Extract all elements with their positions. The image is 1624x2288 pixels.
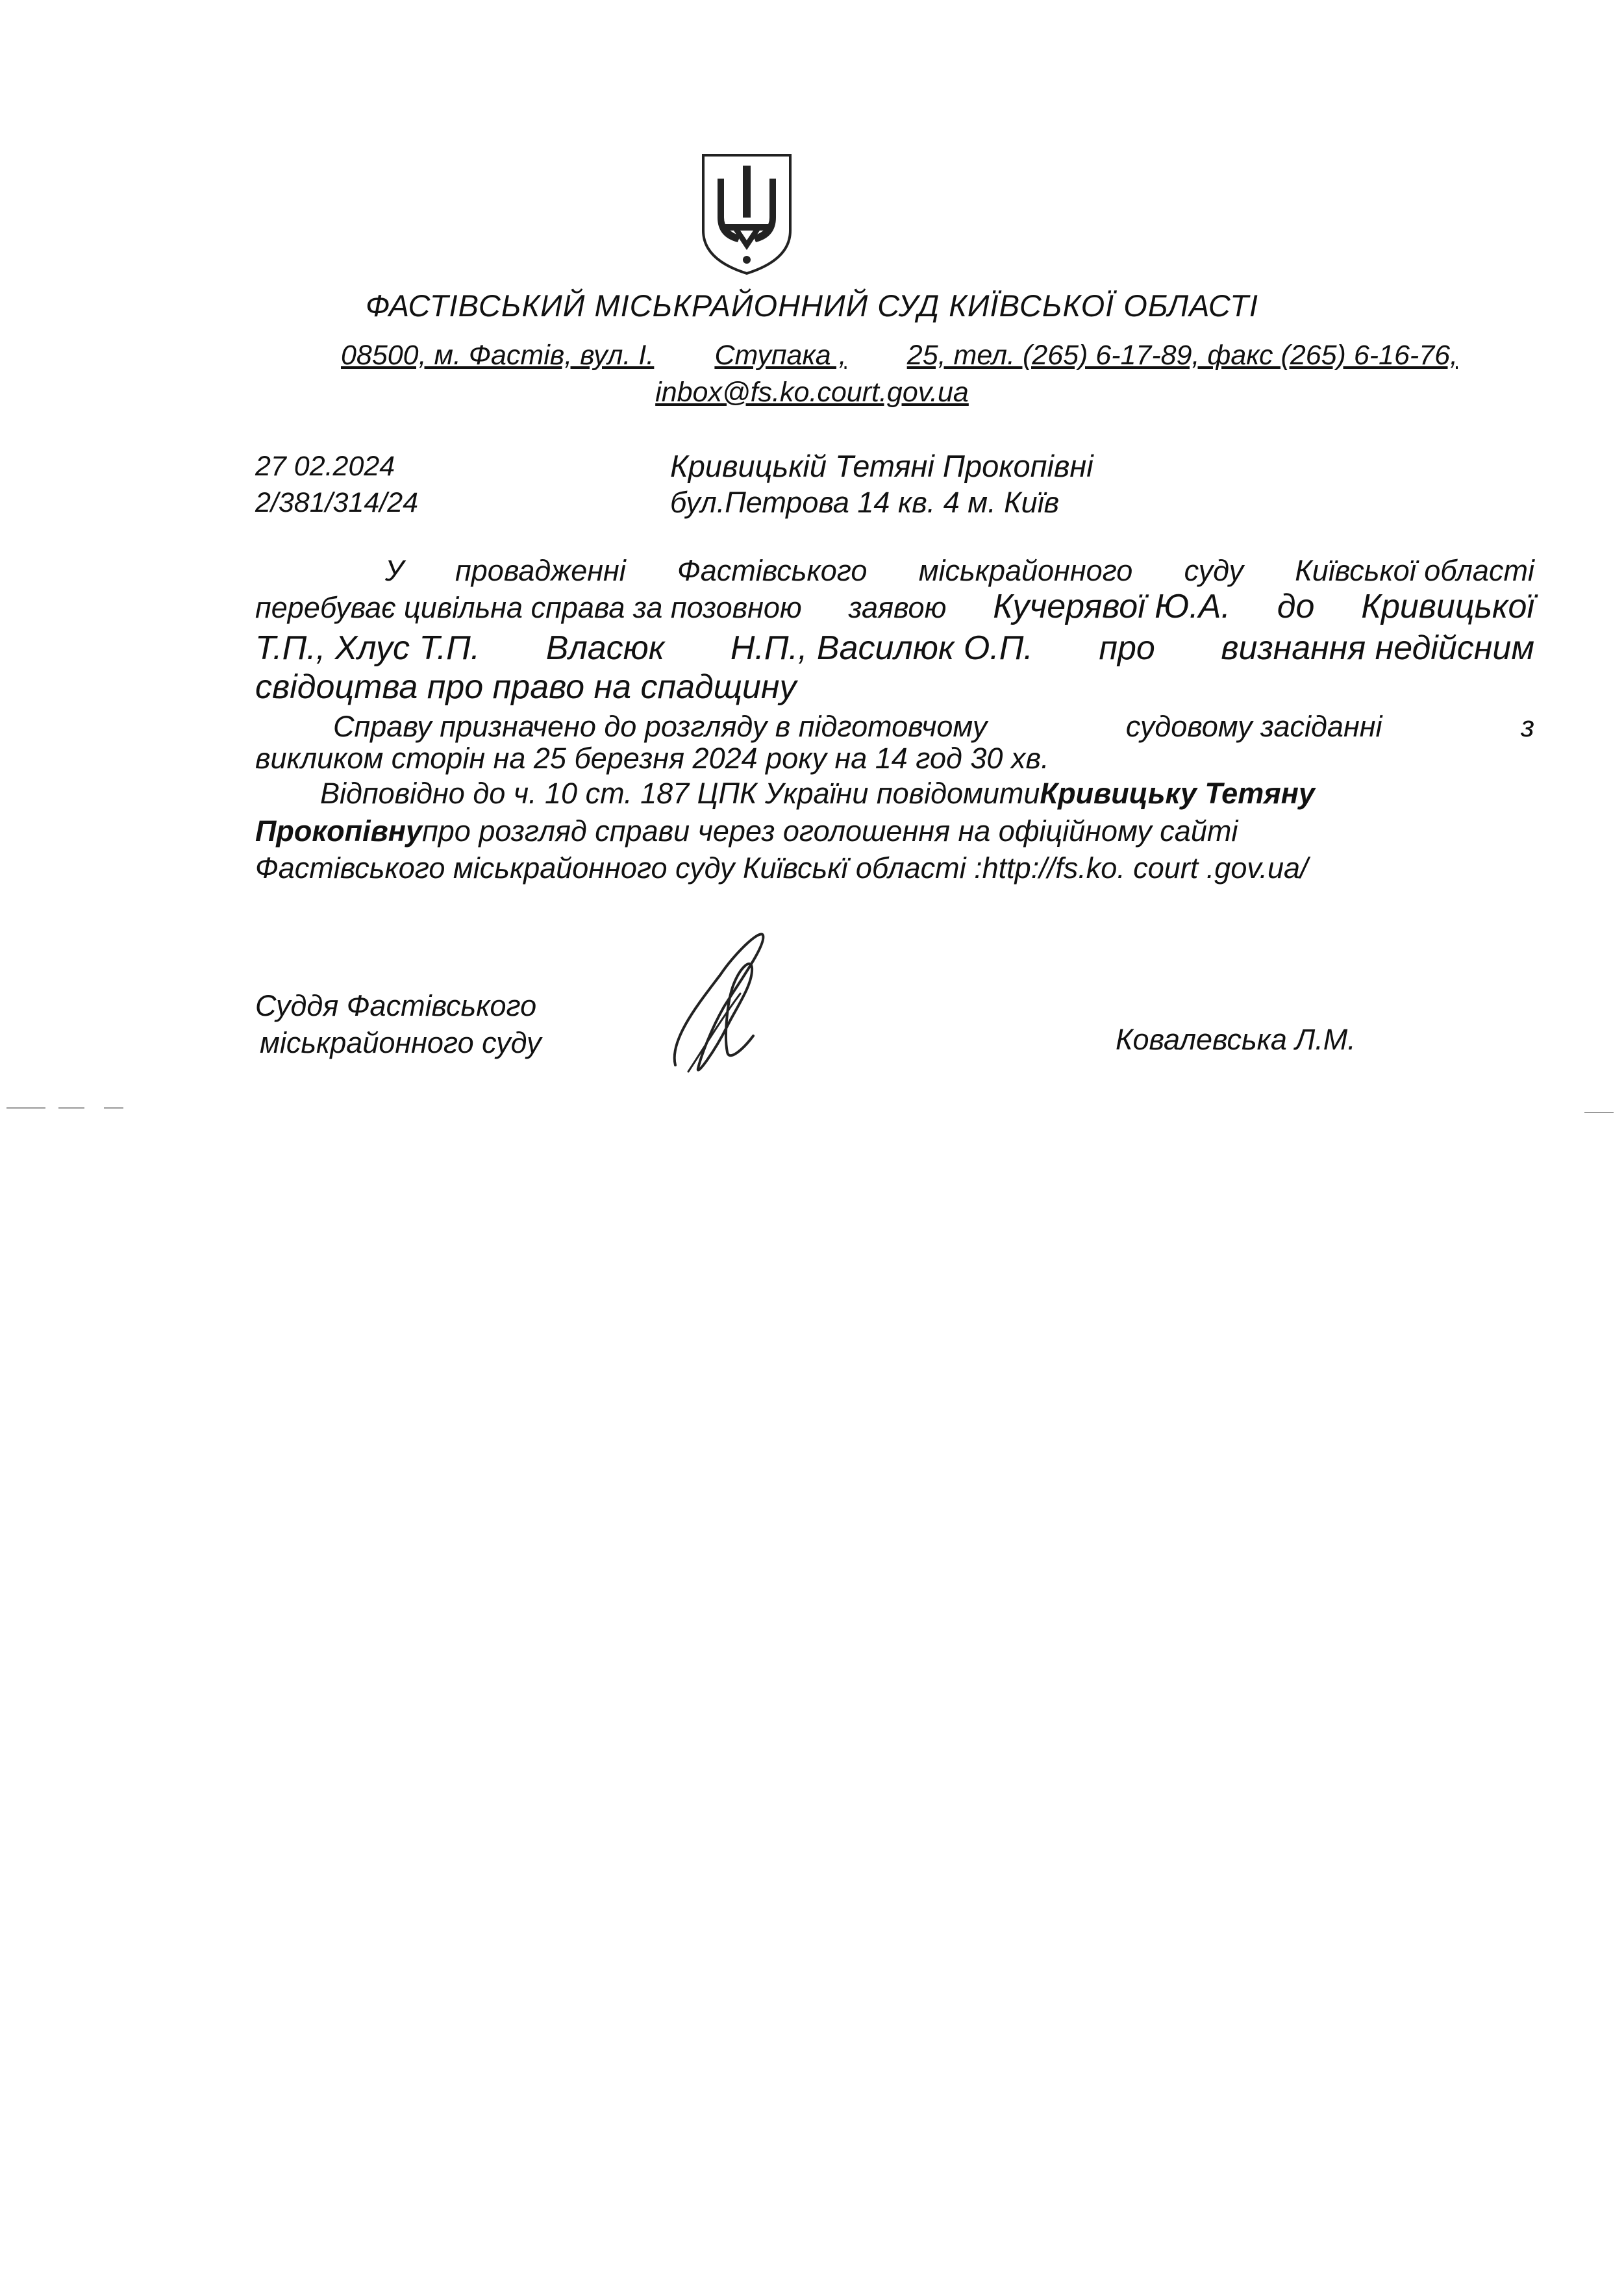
court-email-line bbox=[0, 377, 1624, 409]
body-word: Київської області bbox=[1295, 554, 1534, 587]
scan-artifact bbox=[104, 1107, 123, 1109]
body-phrase: Справу призначено до розгляду в підготовчому bbox=[333, 710, 988, 743]
recipient-name: Кривицькій Тетяні Прокопівні bbox=[670, 449, 1093, 483]
scan-artifact bbox=[58, 1107, 84, 1109]
scan-artifact bbox=[6, 1107, 45, 1109]
outgoing-number: 2/381/314/24 bbox=[255, 487, 419, 518]
trident-emblem bbox=[698, 153, 795, 276]
body-phrase: Кривицької bbox=[1361, 588, 1534, 625]
handwritten-signature bbox=[662, 922, 792, 1078]
body-word: суду bbox=[1184, 554, 1243, 587]
address-part-3: 25, тел. (265) 6-17-89, факс (265) 6-16-76, bbox=[906, 340, 1458, 371]
body-phrase: перебуває цивільна справа за позовною bbox=[255, 591, 802, 624]
body-line-8 bbox=[255, 814, 1534, 848]
body-word: провадженні bbox=[455, 554, 626, 587]
body-phrase: до bbox=[1277, 588, 1315, 625]
recipient-address: бул.Петрова 14 кв. 4 м. Київ bbox=[670, 486, 1060, 519]
body-phrase: з bbox=[1521, 710, 1534, 743]
body-phrase: викликом сторін на 25 березня 2024 року на 14 год 30 хв. bbox=[255, 742, 1049, 775]
body-phrase: Кучерявої Ю.А. bbox=[993, 588, 1230, 625]
body-phrase: про bbox=[1099, 629, 1155, 667]
letter-date: 27 02.2024 bbox=[255, 451, 395, 482]
body-word: У bbox=[385, 554, 404, 587]
body-line-4 bbox=[255, 668, 1534, 707]
body-phrase: Фастівського міськрайонного суду Київськї області :http://fs.ko. court .gov.ua/ bbox=[255, 851, 1308, 885]
body-line-1 bbox=[255, 554, 1534, 588]
body-phrase: про розгляд справи через оголошення на офіційному сайті bbox=[422, 814, 1238, 848]
recipient-name-bold: Кривицьку Тетяну bbox=[1040, 777, 1315, 810]
body-phrase: свідоцтва про право на спадщину bbox=[255, 668, 797, 706]
body-phrase: заявою bbox=[848, 591, 947, 624]
body-phrase: визнання недійсним bbox=[1221, 629, 1534, 667]
recipient-patronymic-bold: Прокопівну bbox=[255, 814, 423, 848]
body-phrase: судовому засіданні bbox=[1125, 710, 1382, 743]
court-name: ФАСТІВСЬКИЙ МІСЬКРАЙОННИЙ СУД КИЇВСЬКОЇ ОБЛАСТІ bbox=[366, 288, 1258, 323]
body-word: міськрайонного bbox=[918, 554, 1133, 587]
address-part-1: 08500, м. Фастів, вул. І. bbox=[341, 340, 655, 371]
body-line-6 bbox=[255, 742, 1534, 775]
judge-title-line-2: міськрайонного суду bbox=[260, 1026, 542, 1059]
address-part-2: Ступака , bbox=[714, 340, 847, 371]
court-address bbox=[341, 340, 1458, 371]
judge-title-line-1: Суддя Фастівського bbox=[255, 989, 537, 1022]
scan-artifact bbox=[1584, 1112, 1614, 1113]
body-word: Фастівського bbox=[677, 554, 868, 587]
body-line-9 bbox=[255, 851, 1534, 885]
body-phrase: Т.П., Хлус Т.П. bbox=[255, 629, 481, 667]
body-line-5 bbox=[255, 710, 1534, 744]
court-email-link[interactable]: inbox@fs.ko.court.gov.ua bbox=[655, 377, 969, 408]
body-phrase: Відповідно до ч. 10 ст. 187 ЦПК України повідомити bbox=[320, 777, 1040, 810]
body-line-2 bbox=[255, 588, 1534, 626]
body-line-3 bbox=[255, 629, 1534, 668]
body-phrase: Власюк bbox=[545, 629, 665, 667]
body-line-7 bbox=[255, 777, 1599, 811]
judge-name: Ковалевська Л.М. bbox=[1116, 1023, 1356, 1056]
body-phrase: Н.П., Василюк О.П. bbox=[730, 629, 1033, 667]
